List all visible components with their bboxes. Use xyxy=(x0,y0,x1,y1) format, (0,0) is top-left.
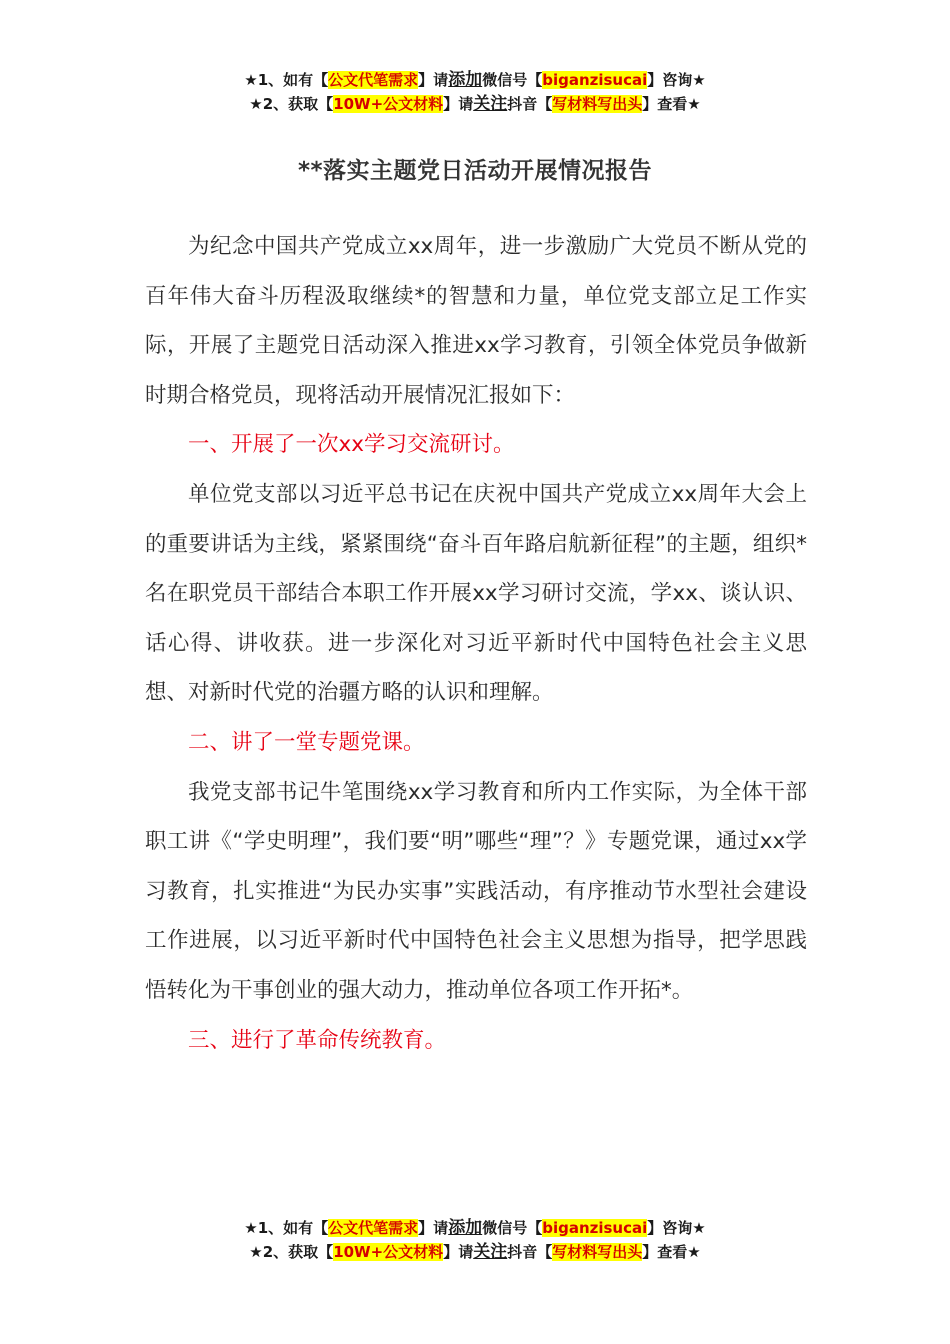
bottom-banner xyxy=(0,1216,950,1264)
banner-text: 微信号【 xyxy=(482,1219,543,1237)
banner-text: 微信号【 xyxy=(482,71,543,89)
banner-text: 】查看 xyxy=(642,1243,688,1261)
star-icon: ★ xyxy=(687,1243,701,1261)
star-icon: ★ xyxy=(692,71,706,89)
top-banner xyxy=(0,68,950,116)
star-icon: ★ xyxy=(244,1219,258,1237)
banner-emphasis: 添加 xyxy=(448,70,483,90)
banner-emphasis: 关注 xyxy=(473,94,508,114)
banner-highlight: 10W+公文材料 xyxy=(333,1243,444,1261)
banner-text: 2、获取【 xyxy=(262,1243,334,1261)
banner-line-1 xyxy=(0,68,950,92)
banner-line-2 xyxy=(0,92,950,116)
star-icon: ★ xyxy=(249,1243,263,1261)
banner-highlight: biganzisucai xyxy=(542,1219,648,1237)
banner-text: 抖音【 xyxy=(507,1243,553,1261)
document-body xyxy=(145,222,807,1065)
banner-text: 】咨询 xyxy=(647,71,693,89)
star-icon: ★ xyxy=(249,95,263,113)
banner-highlight: biganzisucai xyxy=(542,71,648,89)
paragraph-intro: 为纪念中国共产党成立xx周年，进一步激励广大党员不断从党的百年伟大奋斗历程汲取继续*的智慧和力量，单位党支部立足工作实际，开展了主题党日活动深入推进xx学习教育，引领全体党员争做新时期合格党员，现将活动开展情况汇报如下： xyxy=(145,234,807,408)
banner-line-2 xyxy=(0,1240,950,1264)
section-heading-3: 三、进行了革命传统教育。 xyxy=(188,1027,447,1053)
banner-text: 2、获取【 xyxy=(262,95,334,113)
banner-highlight: 10W+公文材料 xyxy=(333,95,444,113)
banner-text: 】查看 xyxy=(642,95,688,113)
star-icon: ★ xyxy=(687,95,701,113)
section-heading-2: 二、讲了一堂专题党课。 xyxy=(188,729,425,755)
banner-text: 】请 xyxy=(418,71,449,89)
document-title: **落实主题党日活动开展情况报告 xyxy=(297,158,653,184)
banner-text: 】请 xyxy=(443,1243,474,1261)
section-heading-1: 一、开展了一次xx学习交流研讨。 xyxy=(188,432,515,458)
star-icon: ★ xyxy=(692,1219,706,1237)
star-icon: ★ xyxy=(244,71,258,89)
banner-highlight: 公文代笔需求 xyxy=(328,1219,419,1237)
banner-text: 1、如有【 xyxy=(257,1219,329,1237)
banner-highlight: 公文代笔需求 xyxy=(328,71,419,89)
banner-highlight: 写材料写出头 xyxy=(552,1243,643,1261)
banner-text: 抖音【 xyxy=(507,95,553,113)
banner-emphasis: 添加 xyxy=(448,1218,483,1238)
banner-highlight: 写材料写出头 xyxy=(552,95,643,113)
banner-text: 1、如有【 xyxy=(257,71,329,89)
banner-text: 】请 xyxy=(443,95,474,113)
paragraph-section-1: 单位党支部以习近平总书记在庆祝中国共产党成立xx周年大会上的重要讲话为主线，紧紧围绕“奋斗百年路启航新征程”的主题，组织*名在职党员干部结合本职工作开展xx学习研讨交流，学xx、谈认识、话心得、讲收获。进一步深化对习近平新时代中国特色社会主义思想、对新时代党的治疆方略的认识和理解。 xyxy=(145,481,807,706)
banner-emphasis: 关注 xyxy=(473,1242,508,1262)
banner-text: 】请 xyxy=(418,1219,449,1237)
banner-text: 】咨询 xyxy=(647,1219,693,1237)
paragraph-section-2: 我党支部书记牛笔围绕xx学习教育和所内工作实际，为全体干部职工讲《“学史明理”，我们要“明”哪些“理”？》专题党课，通过xx学习教育，扎实推进“为民办实事”实践活动，有序推动节水型社会建设工作进展，以习近平新时代中国特色社会主义思想为指导，把学思践悟转化为干事创业的强大动力，推动单位各项工作开拓*。 xyxy=(145,779,807,1003)
banner-line-1 xyxy=(0,1216,950,1240)
